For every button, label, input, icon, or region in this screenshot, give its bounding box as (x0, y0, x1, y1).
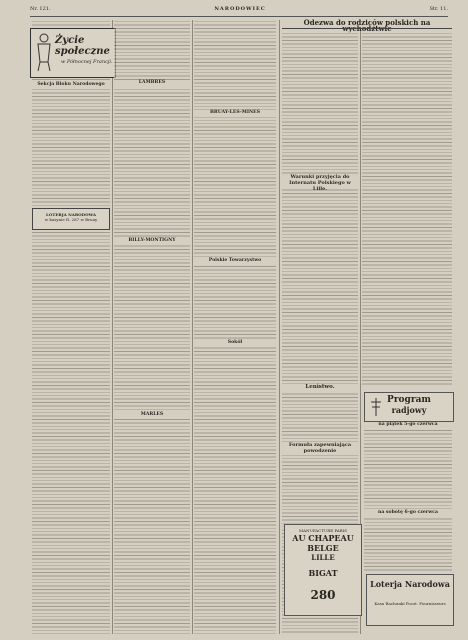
section-heading: Sokół (227, 340, 243, 345)
program-subtitle: radjowy (391, 405, 427, 415)
section-heading: Polskie Towarzystwo (208, 258, 262, 263)
ad-brand: BIGAT (308, 568, 338, 578)
page-number: Str. 11. (429, 6, 448, 12)
page-header (30, 6, 448, 17)
program-day: na piątek 5-go czerwca (378, 422, 438, 427)
radio-program-box (364, 392, 454, 422)
section-heading: BILLY-MONTIGNY (128, 238, 176, 243)
social-life-logo (30, 28, 116, 78)
program-title: Program (387, 395, 431, 405)
section-heading: Formuła zapewniająca powodzenie (288, 442, 352, 454)
figure-icon (34, 32, 54, 72)
notice-title: LOTERJA NARODOWA (46, 212, 96, 217)
program-day: na sobotę 6-go czerwca (378, 510, 438, 515)
column-2 (114, 20, 190, 634)
ad-city: LILLE (311, 553, 335, 562)
column-3 (194, 20, 276, 634)
antenna-icon (369, 396, 383, 418)
radio-program-text (364, 422, 452, 572)
lottery-title: Loterja Narodowa (370, 579, 450, 589)
chapeau-belge-ad (284, 524, 362, 616)
section-heading: MARLES (140, 412, 164, 417)
ad-name: AU CHAPEAU BELGE (292, 533, 354, 553)
ad-top-line: MANUFACTURE PARIS (298, 528, 348, 533)
section-heading: Lenistwo. (305, 384, 335, 390)
section-heading: BRUAY-LES-MINES (210, 110, 260, 115)
column-5 (362, 32, 452, 387)
lottery-ad (366, 574, 454, 626)
lottery-notice (32, 208, 110, 230)
appeal-title: Odezwa do rodziców polskich na (303, 18, 431, 27)
lottery-sub: Kasa Rachunki Poczt. Fournisseurs (374, 601, 446, 606)
ad-price: 280 (310, 588, 336, 602)
section-heading: Warunki przyjęcia do Internatu Polskiego w Lille. (289, 174, 351, 192)
logo-subtitle: w Północnej Francji. (61, 59, 113, 65)
column-1 (32, 20, 110, 634)
logo-title: Życie społeczne (55, 35, 110, 57)
masthead: NARODOWIEC (214, 6, 266, 12)
notice-subtitle: w kasynie R. 287 w Bruay (44, 217, 98, 222)
issue-number: Nr. 121. (30, 6, 51, 12)
section-heading: Sekcja Bloku Narodowego (37, 82, 105, 87)
section-heading: LAMBRES (138, 80, 166, 85)
